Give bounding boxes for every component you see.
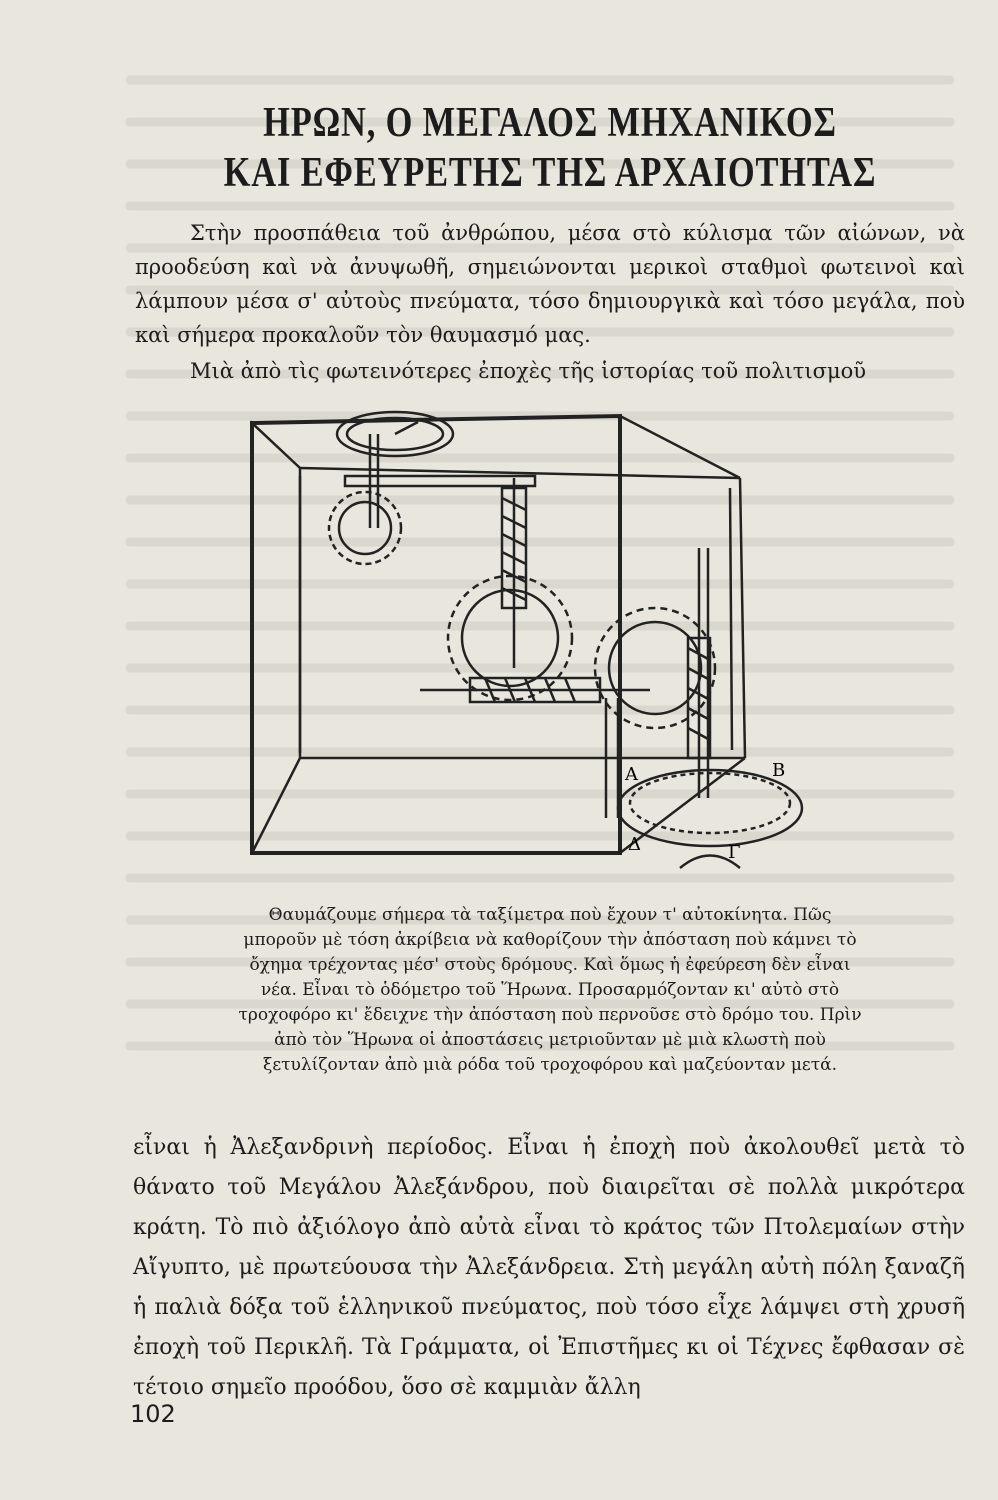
label-b: Β [772, 760, 786, 781]
intro-paragraph-continuation: Μιὰ ἀπὸ τὶς φωτεινότερες ἐποχὲς τῆς ἱστορίας τοῦ πολιτισμοῦ [190, 359, 867, 383]
chapter-title-line-1: ΗΡΩΝ, Ο ΜΕΓΑΛΟΣ ΜΗΧΑΝΙΚΟΣ [263, 100, 837, 146]
intro-paragraph: Στὴν προσπάθεια τοῦ ἀνθρώπου, μέσα στὸ κύλισμα τῶν αἰώνων, νὰ προοδεύση καὶ νὰ ἀνυψωθῆ, σημειώνονται μερικοὶ σταθμοὶ φωτεινοὶ καὶ λάμπουν μέσα σ' αὐτοὺς πνεύματα, τόσο δημιουργικὰ καὶ τόσο μεγάλα, ποὺ καὶ σήμερα προκαλοῦν τὸν θαυμασμό μας. [135, 221, 965, 347]
label-g: Γ [728, 842, 741, 863]
chapter-title-line-2: ΚΑΙ ΕΦΕΥΡΕΤΗΣ ΤΗΣ ΑΡΧΑΙΟΤΗΤΑΣ [223, 150, 877, 196]
label-d: Δ [628, 834, 641, 855]
odometer-illustration [240, 398, 840, 888]
label-a: Α [625, 764, 638, 785]
figure-caption: Θαυμάζουμε σήμερα τὰ ταξίμετρα ποὺ ἔχουν τ' αὐτοκίνητα. Πῶς μποροῦν μὲ τόση ἀκρίβεια νὰ καθορίζουν τὴν ἀπόσταση ποὺ κάμνει τὸ ὄχημα τρέχοντας μέσ' στοὺς δρόμους. Καὶ ὅμως ἡ ἐφεύρεση δὲν εἶναι νέα. Εἶναι τὸ ὁδόμετρο τοῦ Ἥρωνα. Προσαρμόζονταν κι' αὐτὸ στὸ τροχοφόρο κι' ἔδειχνε τὴν ἀπόσταση ποὺ περνοῦσε στὸ δρόμο του. Πρὶν ἀπὸ τὸν Ἥρωνα οἱ ἀποστάσεις μετριοῦνταν μὲ μιὰ κλωστὴ ποὺ ξετυλίζονταν ἀπὸ μιὰ ρόδα τοῦ τροχοφόρου καὶ μαζεύονταν μετά. [238, 905, 862, 1075]
page-number: 102 [130, 1400, 176, 1428]
body-paragraph: εἶναι ἡ Ἀλεξανδρινὴ περίοδος. Εἶναι ἡ ἐποχὴ ποὺ ἀκολουθεῖ μετὰ τὸ θάνατο τοῦ Μεγάλου Ἀλεξάνδρου, ποὺ διαιρεῖται σὲ πολλὰ μικρότερα κράτη. Τὸ πιὸ ἀξιόλογο ἀπὸ αὐτὰ εἶναι τὸ κράτος τῶν Πτολεμαίων στὴν Αἴγυπτο, μὲ πρωτεύουσα τὴν Ἀλεξάνδρεια. Στὴ μεγάλη αὐτὴ πόλη ξαναζῆ ἡ παλιὰ δόξα τοῦ ἑλληνικοῦ πνεύματος, ποὺ τόσο εἶχε λάμψει στὴ χρυσῆ ἐποχὴ τοῦ Περικλῆ. Τὰ Γράμματα, οἱ Ἐπιστῆμες κι οἱ Τέχνες ἔφθασαν σὲ τέτοιο σημεῖο προόδου, ὅσο σὲ καμμιὰν ἄλλη [133, 1135, 965, 1400]
